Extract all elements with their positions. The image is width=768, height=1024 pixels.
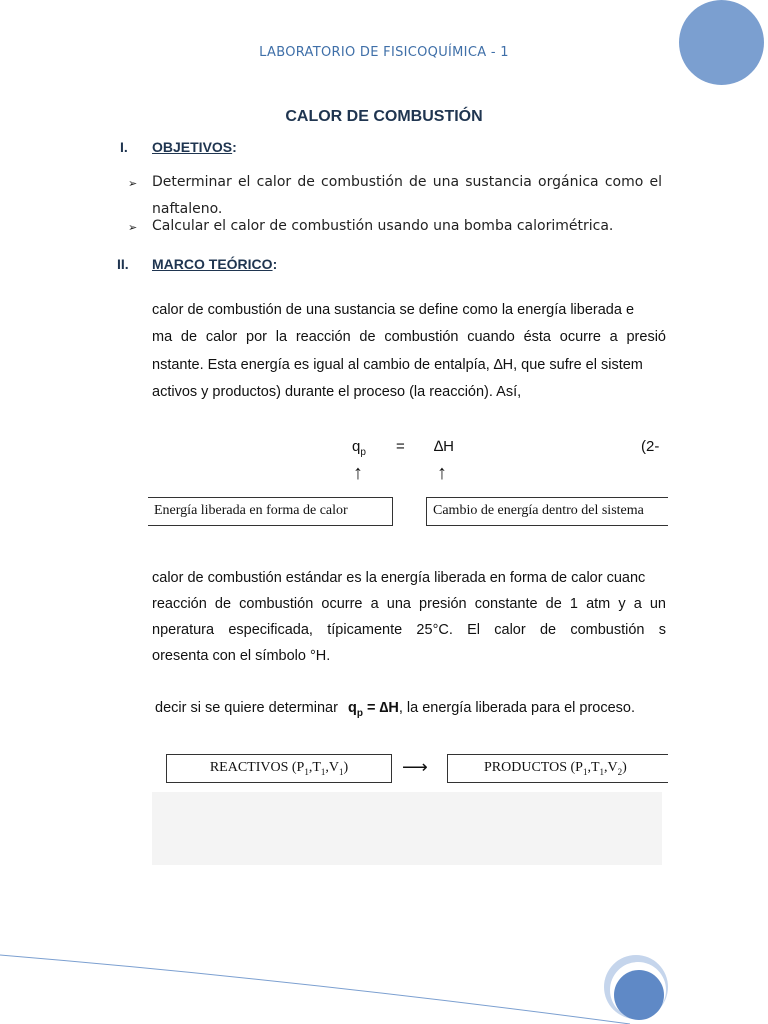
- section-objetivos-heading: [120, 139, 128, 157]
- productos-sub: 2: [617, 766, 623, 777]
- bullet-arrow-icon: ➢: [128, 178, 138, 190]
- bullet-arrow-icon: ➢: [128, 222, 138, 234]
- energy-change-box: Cambio de energía dentro del sistema: [426, 497, 668, 526]
- equation-q: [352, 438, 366, 458]
- equation-q-subscript: p: [360, 447, 366, 458]
- productos-sub: 1: [582, 766, 588, 777]
- reactivos-text: REACTIVOS (P: [209, 760, 305, 775]
- section-number: II.: [117, 256, 129, 272]
- para2-line-2: reacción de combustión ocurre a una presión constante de 1 atm y a un: [152, 596, 666, 612]
- para1-line-3: nstante. Esta energía es igual al cambio de entalpía, ∆H, que sufre el sistem: [152, 357, 643, 373]
- para3-eq: = ∆H: [362, 700, 399, 716]
- reactivos-sub: 1: [320, 766, 326, 777]
- productos-text: PRODUCTOS (P: [484, 760, 583, 775]
- productos-text: ,V: [604, 760, 618, 775]
- bullet-1-line-2: naftaleno.: [152, 201, 223, 217]
- decorative-circle-top: [679, 0, 764, 85]
- reactivos-text: ,V: [325, 760, 340, 775]
- equation-number: (2-: [641, 438, 660, 455]
- para1-line-1: calor de combustión de una sustancia se define como la energía liberada e: [152, 302, 635, 318]
- para3-q: q: [347, 700, 357, 716]
- arrow-up-icon: ↑: [437, 462, 447, 484]
- arrow-up-icon: ↑: [353, 462, 363, 484]
- equation-q-letter: q: [352, 438, 361, 455]
- para3-prefix: decir si se quiere determinar: [155, 700, 338, 716]
- equation-delta-h: ∆H: [434, 438, 455, 455]
- reactivos-sub: 1: [339, 766, 344, 777]
- bullet-2-line-1: Calcular el calor de combustión usando una bomba calorimétrica.: [152, 218, 614, 234]
- productos-text: ,T: [587, 760, 600, 775]
- para3-qp: [347, 700, 399, 719]
- productos-text: ): [622, 760, 627, 775]
- section-marco-title: [152, 256, 277, 274]
- bullet-1-line-1: Determinar el calor de combustión de una sustancia orgánica como el: [152, 174, 662, 190]
- embedded-image-placeholder: [152, 792, 662, 865]
- section-objetivos-title: [152, 139, 237, 157]
- para1-line-4: activos y productos) durante el proceso (la reacción). Así,: [152, 384, 522, 400]
- section-colon: :: [272, 256, 278, 272]
- para2-line-3: nperatura especificada, típicamente 25°C. El calor de combustión s: [152, 622, 666, 638]
- section-marco-heading: [117, 256, 129, 274]
- section-number: I.: [120, 139, 128, 155]
- para3-suffix: , la energía liberada para el proceso.: [398, 700, 636, 716]
- arrow-right-icon: ⟶: [402, 757, 428, 777]
- equation-equals: =: [396, 438, 405, 455]
- energy-released-box: Energía liberada en forma de calor: [148, 497, 393, 526]
- section-title: OBJETIVOS: [152, 139, 233, 155]
- section-title: MARCO TEÓRICO: [152, 256, 273, 272]
- para2-line-4: oresenta con el símbolo °H.: [152, 648, 331, 664]
- reactivos-box: [166, 754, 392, 783]
- para3-line: [155, 700, 669, 719]
- document-title: CALOR DE COMBUSTIÓN: [285, 108, 483, 125]
- para1-line-2: ma de calor por la reacción de combustión cuando ésta ocurre a presió: [152, 329, 666, 345]
- reactivos-sub: 1: [304, 766, 309, 777]
- productos-box: [447, 754, 668, 783]
- reactivos-text: ,T: [308, 760, 321, 775]
- para2-line-1: calor de combustión estándar es la energía liberada en forma de calor cuanc: [152, 570, 646, 586]
- para3-q-subscript: p: [356, 707, 363, 719]
- page-header: LABORATORIO DE FISICOQUÍMICA - 1: [259, 45, 509, 60]
- section-colon: :: [232, 139, 237, 155]
- productos-sub: 1: [599, 766, 604, 777]
- decorative-circle-bottom-inner: [614, 970, 664, 1020]
- reactivos-text: ): [343, 760, 349, 775]
